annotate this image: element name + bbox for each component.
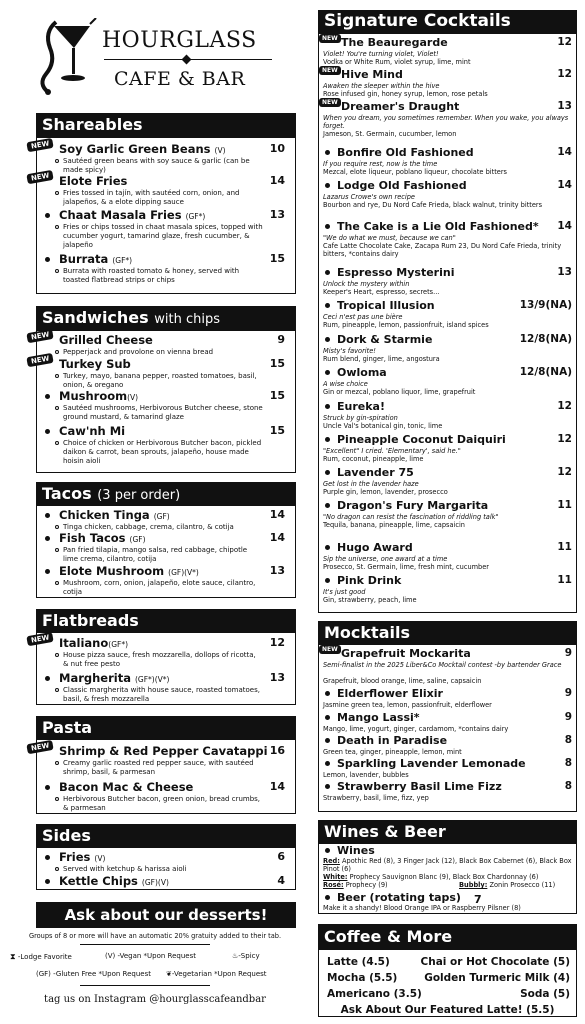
coffee-turmeric: Golden Turmeric Milk (4) bbox=[424, 972, 570, 984]
drink-tagline: Misty's favorite! bbox=[323, 347, 376, 355]
beer-price: 7 bbox=[474, 893, 482, 906]
item-description: Served with ketchup & harissa aioli bbox=[63, 865, 263, 874]
item-description: Pepperjack and provolone on vienna bread bbox=[63, 348, 263, 357]
section-header-wines-beer: Wines & Beer bbox=[318, 820, 577, 843]
drink-description: Rose infused gin, honey syrup, lemon, rose petals bbox=[323, 90, 488, 98]
bullet bbox=[45, 785, 50, 790]
bullet bbox=[45, 394, 50, 399]
item-price: 12 bbox=[269, 636, 285, 649]
shareables-section bbox=[30, 137, 296, 294]
wines-label: Wines bbox=[337, 844, 375, 857]
bullet bbox=[325, 691, 330, 696]
drink-name: Grapefruit Mockarita bbox=[341, 647, 471, 660]
bullet bbox=[325, 895, 330, 900]
drink-description: Grapefruit, blood orange, lime, saline, capsaicin bbox=[323, 677, 482, 685]
bullet bbox=[45, 855, 50, 860]
logo bbox=[28, 18, 298, 98]
item-name: Bacon Mac & Cheese bbox=[59, 780, 194, 794]
item-price: 15 bbox=[269, 389, 285, 402]
item-description: Turkey, mayo, banana pepper, roasted tomatoes, basil, onion, & oregano bbox=[63, 372, 263, 390]
bullet bbox=[325, 470, 330, 475]
wine-bubbly: Bubbly: Zonin Prosecco (11) bbox=[459, 881, 556, 889]
item-price: 6 bbox=[277, 850, 285, 863]
drink-name: Bonfire Old Fashioned bbox=[337, 146, 474, 159]
item-name: Elote Mushroom (GF)(V*) bbox=[59, 564, 199, 578]
bullet bbox=[45, 569, 50, 574]
drink-price: 13 bbox=[557, 100, 572, 112]
drink-description: Gin, strawberry, peach, lime bbox=[323, 596, 417, 604]
drink-name: Lodge Old Fashioned bbox=[337, 179, 467, 192]
bullet bbox=[325, 738, 330, 743]
drink-name: Pineapple Coconut Daiquiri bbox=[337, 433, 506, 446]
beer-description: Make it a shandy! Blood Orange IPA or Raspberry Pilsner (8) bbox=[323, 904, 521, 912]
drink-price: 14 bbox=[557, 146, 572, 158]
legend-vegetarian: ❦-Vegetarian *Upon Request bbox=[166, 970, 267, 978]
section-header-sides: Sides bbox=[36, 824, 296, 848]
drink-price: 14 bbox=[557, 179, 572, 191]
drink-name: Death in Paradise bbox=[337, 734, 448, 747]
item-price: 15 bbox=[269, 252, 285, 265]
drink-name: The Beauregarde bbox=[341, 36, 448, 49]
drink-name: Eureka! bbox=[337, 400, 385, 413]
bullet bbox=[325, 150, 330, 155]
item-name: Fish Tacos (GF) bbox=[59, 531, 146, 545]
bullet bbox=[325, 270, 330, 275]
item-description: Pan fried tilapia, mango salsa, red cabbage, chipotle lime crema, cilantro, cotija bbox=[63, 546, 263, 564]
instagram-tag: tag us on Instagram @hourglasscafeandbar bbox=[44, 994, 266, 1005]
item-price: 15 bbox=[269, 357, 285, 370]
bullet bbox=[325, 303, 330, 308]
coffee-americano: Americano (3.5) bbox=[327, 988, 422, 1000]
bullet bbox=[45, 676, 50, 681]
new-badge: NEW bbox=[26, 138, 54, 152]
drink-description: Gin or mezcal, poblano liquor, lime, grapefruit bbox=[323, 388, 476, 396]
drink-name: Hugo Award bbox=[337, 541, 413, 554]
drink-name: Pink Drink bbox=[337, 574, 402, 587]
drink-name: Mango Lassi* bbox=[337, 711, 420, 724]
item-price: 13 bbox=[269, 564, 285, 577]
item-name: Burrata (GF*) bbox=[59, 252, 133, 266]
bullet bbox=[325, 503, 330, 508]
drink-description: Jasmine green tea, lemon, passionfruit, elderflower bbox=[323, 701, 492, 709]
section-header-shareables: Shareables bbox=[36, 113, 296, 137]
item-price: 10 bbox=[269, 142, 285, 155]
drink-tagline: "No dragon can resist the fascination of riddling talk" bbox=[323, 513, 499, 521]
item-price: 9 bbox=[277, 333, 285, 346]
drink-description: Cafe Latte Chocolate Cake, Zacapa Rum 23, Du Nord Cafe Frieda, trinity bitters, *contains dairy bbox=[323, 242, 562, 258]
item-name: Italiano(GF*) bbox=[59, 636, 129, 650]
item-price: 14 bbox=[269, 531, 285, 544]
item-price: 15 bbox=[269, 424, 285, 437]
item-price: 13 bbox=[269, 208, 285, 221]
drink-price: 8 bbox=[564, 734, 572, 746]
tacos-section bbox=[36, 505, 296, 598]
drink-price: 11 bbox=[557, 541, 572, 553]
drink-description: Purple gin, lemon, lavender, prosecco bbox=[323, 488, 448, 496]
drink-name: Dragon's Fury Margarita bbox=[337, 499, 489, 512]
item-description: Creamy garlic roasted red pepper sauce, with sautéed shrimp, basil, & parmesan bbox=[63, 759, 263, 777]
item-description: Choice of chicken or Herbivorous Butcher bacon, pickled daikon & carrot, bean sprouts, jalapeño, house made hoisin aioli bbox=[63, 439, 263, 466]
item-description: Fries or chips tossed in chaat masala spices, topped with cucumber yogurt, tamarind glaze, fresh cucumber, & jalapeño bbox=[63, 223, 263, 250]
item-description: Burrata with roasted tomato & honey, served with toasted flatbread strips or chips bbox=[63, 267, 263, 285]
coffee-latte: Latte (4.5) bbox=[327, 956, 390, 968]
brand-title: HOURGLASS bbox=[102, 28, 257, 53]
item-description: House pizza sauce, fresh mozzarella, dollops of ricotta, & nut free pesto bbox=[63, 651, 263, 669]
legend-gluten-free: (GF) -Gluten Free *Upon Request bbox=[36, 970, 151, 978]
drink-tagline: Struck by gin-spiration bbox=[323, 414, 398, 422]
right-column bbox=[318, 0, 585, 1024]
drink-price: 12 bbox=[557, 400, 572, 412]
section-header-mocktails: Mocktails bbox=[318, 621, 577, 644]
drink-tagline: Get lost in the lavender haze bbox=[323, 480, 419, 488]
drink-tagline: Sip the universe, one award at a time bbox=[323, 555, 448, 563]
bullet bbox=[325, 784, 330, 789]
bullet bbox=[325, 848, 330, 853]
new-badge: NEW bbox=[319, 34, 341, 43]
drink-price: 12/8(NA) bbox=[519, 333, 572, 345]
drink-name: Dreamer's Draught bbox=[341, 100, 460, 113]
drink-price: 12 bbox=[557, 466, 572, 478]
drink-tagline: If you require rest, now is the time bbox=[323, 160, 438, 168]
item-name: Kettle Chips (GF)(V) bbox=[59, 874, 169, 888]
legend-lodge-favorite: ⧗ -Lodge Favorite bbox=[10, 952, 72, 961]
drink-tagline: It's just good bbox=[323, 588, 366, 596]
bullet bbox=[325, 715, 330, 720]
drink-description: Rum blend, ginger, lime, angostura bbox=[323, 355, 440, 363]
coffee-chai: Chai or Hot Chocolate (5) bbox=[420, 956, 570, 968]
coffee-soda: Soda (5) bbox=[520, 988, 570, 1000]
item-price: 4 bbox=[277, 874, 285, 887]
drink-tagline: Ceci n'est pas une bière bbox=[323, 313, 403, 321]
drink-tagline: Unlock the mystery within bbox=[323, 280, 410, 288]
new-badge: NEW bbox=[26, 353, 54, 367]
item-name: Chaat Masala Fries (GF*) bbox=[59, 208, 206, 222]
new-badge: NEW bbox=[319, 98, 341, 107]
drink-description: Prosecco, St. Germain, lime, fresh mint, cucumber bbox=[323, 563, 490, 571]
item-name: Grilled Cheese bbox=[59, 333, 153, 347]
item-description: Sautéed green beans with soy sauce & garlic (can be made spicy) bbox=[63, 157, 263, 175]
drink-price: 13 bbox=[557, 266, 572, 278]
coffee-mocha: Mocha (5.5) bbox=[327, 972, 398, 984]
item-name: Chicken Tinga (GF) bbox=[59, 508, 170, 522]
drink-description: Bourbon and rye, Du Nord Cafe Frieda, black walnut, trinity bitters bbox=[323, 201, 543, 209]
wine-rose: Rosé: Prophecy (9) bbox=[323, 881, 388, 889]
drink-name: The Cake is a Lie Old Fashioned* bbox=[337, 220, 539, 233]
drink-name: Strawberry Basil Lime Fizz bbox=[337, 780, 502, 793]
divider bbox=[80, 985, 210, 986]
item-name: Fries (V) bbox=[59, 850, 106, 864]
drink-description: Mango, lime, yogurt, ginger, cardamom, *contains dairy bbox=[323, 725, 509, 733]
legend-vegan: (V) -Vegan *Upon Request bbox=[105, 952, 196, 960]
bullet bbox=[325, 545, 330, 550]
item-name: Soy Garlic Green Beans (V) bbox=[59, 142, 226, 156]
item-name: Shrimp & Red Pepper Cavatappi bbox=[59, 744, 268, 758]
bullet bbox=[325, 370, 330, 375]
drink-name: Dork & Starmie bbox=[337, 333, 433, 346]
bullet bbox=[45, 213, 50, 218]
drink-tagline: "Excellent" I cried. 'Elementary', said he." bbox=[323, 447, 461, 455]
cocktails-section bbox=[318, 33, 577, 613]
new-badge: NEW bbox=[26, 740, 54, 754]
drink-description: Jameson, St. Germain, cucumber, lemon bbox=[323, 130, 457, 138]
section-header-coffee: Coffee & More bbox=[318, 924, 577, 949]
drink-description: Lemon, lavender, bubbles bbox=[323, 771, 409, 779]
drink-name: Sparkling Lavender Lemonade bbox=[337, 757, 526, 770]
drink-price: 9 bbox=[564, 647, 572, 659]
new-badge: NEW bbox=[319, 645, 341, 654]
new-badge: NEW bbox=[26, 329, 54, 343]
section-header-cocktails: Signature Cocktails bbox=[318, 10, 577, 33]
item-price: 14 bbox=[269, 174, 285, 187]
drink-price: 8 bbox=[564, 780, 572, 792]
item-name: Mushroom(V) bbox=[59, 389, 139, 403]
brand-subtitle: CAFE & BAR bbox=[114, 68, 246, 90]
bullet bbox=[45, 513, 50, 518]
drink-price: 8 bbox=[564, 757, 572, 769]
drink-price: 12/8(NA) bbox=[519, 366, 572, 378]
bullet bbox=[45, 536, 50, 541]
drink-tagline: A wise choice bbox=[323, 380, 368, 388]
section-header-sandwiches: Sandwiches with chips bbox=[36, 306, 296, 330]
wine-white: White: Prophecy Sauvignon Blanc (9), Black Box Chardonnay (6) bbox=[323, 873, 539, 881]
section-header-flatbreads: Flatbreads bbox=[36, 609, 296, 633]
item-name: Margherita (GF*)(V*) bbox=[59, 671, 170, 685]
drink-price: 9 bbox=[564, 711, 572, 723]
item-description: Classic margherita with house sauce, roasted tomatoes, basil, & fresh mozzarella bbox=[63, 686, 263, 704]
drink-description: Strawberry, basil, lime, fizz, yep bbox=[323, 794, 429, 802]
drink-description: Green tea, ginger, pineapple, lemon, mint bbox=[323, 748, 462, 756]
item-price: 16 bbox=[269, 744, 285, 757]
drink-price: 13/9(NA) bbox=[519, 299, 572, 311]
drink-name: Tropical Illusion bbox=[337, 299, 435, 312]
bullet bbox=[45, 257, 50, 262]
drink-price: 12 bbox=[557, 433, 572, 445]
drink-description: Vodka or White Rum, violet syrup, lime, mint bbox=[323, 58, 471, 66]
drink-description: Tequila, banana, pineapple, lime, capsaicin bbox=[323, 521, 465, 529]
bullet bbox=[325, 437, 330, 442]
item-description: Sautéed mushrooms, Herbivorous Butcher cheese, stone ground mustard, & tamarind glaze bbox=[63, 404, 263, 422]
drink-tagline: Violet! You're turning violet, Violet! bbox=[323, 50, 439, 58]
beer-label: Beer (rotating taps) bbox=[337, 891, 461, 904]
item-price: 14 bbox=[269, 508, 285, 521]
new-badge: NEW bbox=[26, 170, 54, 184]
drink-description: Rum, coconut, pineapple, lime bbox=[323, 455, 424, 463]
drink-price: 12 bbox=[557, 36, 572, 48]
new-badge: NEW bbox=[26, 632, 54, 646]
bullet bbox=[45, 429, 50, 434]
drink-tagline: When you dream, you sometimes remember. When you wake, you always forget. bbox=[323, 114, 569, 130]
flatbreads-section bbox=[30, 632, 296, 705]
drink-name: Espresso Mysterini bbox=[337, 266, 455, 279]
drink-tagline: Semi-finalist in the 2025 Liber&Co Mocktail contest -by bartender Grace bbox=[323, 661, 562, 669]
item-description: Herbivorous Butcher bacon, green onion, bread crumbs, & parmesan bbox=[63, 795, 263, 813]
leaf-icon: ❦ bbox=[166, 970, 172, 978]
sandwiches-section bbox=[30, 330, 296, 473]
bullet bbox=[325, 404, 330, 409]
gratuity-note: Groups of 8 or more will have an automatic 20% gratuity added to their tab. bbox=[28, 932, 282, 940]
bullet bbox=[325, 337, 330, 342]
item-name: Elote Fries bbox=[59, 174, 128, 188]
drink-price: 11 bbox=[557, 499, 572, 511]
drink-description: Uncle Val's botanical gin, tonic, lime bbox=[323, 422, 443, 430]
bullet bbox=[325, 183, 330, 188]
coffee-featured: Ask About Our Featured Latte! (5.5) bbox=[340, 1004, 555, 1016]
drink-tagline: Lazarus Crowe's own recipe bbox=[323, 193, 415, 201]
pepper-icon: ♨ bbox=[232, 952, 239, 960]
hourglass-cocktail-icon bbox=[36, 18, 98, 98]
item-description: Tinga chicken, cabbage, crema, cilantro, & cotija bbox=[63, 523, 263, 532]
wine-red: Red: Apothic Red (8), 3 Finger Jack (12), Black Box Cabernet (6), Black Box Pinot (6) bbox=[323, 857, 572, 873]
drink-name: Hive Mind bbox=[341, 68, 403, 81]
drink-name: Lavender 75 bbox=[337, 466, 414, 479]
drink-price: 14 bbox=[557, 220, 572, 232]
drink-name: Elderflower Elixir bbox=[337, 687, 443, 700]
drink-description: Keeper's Heart, espresso, secrets... bbox=[323, 288, 440, 296]
divider bbox=[80, 944, 210, 945]
diamond-ornament bbox=[182, 55, 192, 65]
bullet bbox=[325, 761, 330, 766]
item-price: 14 bbox=[269, 780, 285, 793]
wines-beer-section bbox=[318, 843, 577, 914]
section-header-pasta: Pasta bbox=[36, 716, 296, 740]
drink-name: Owloma bbox=[337, 366, 387, 379]
bullet bbox=[325, 224, 330, 229]
mocktails-section bbox=[318, 644, 577, 812]
drink-price: 9 bbox=[564, 687, 572, 699]
item-name: Caw'nh Mi bbox=[59, 424, 126, 438]
item-price: 13 bbox=[269, 671, 285, 684]
item-description: Fries tossed in tajín, with sautéed corn, onion, and jalapeños, & a elote dipping sauce bbox=[63, 189, 263, 207]
drink-price: 12 bbox=[557, 68, 572, 80]
legend-spicy: ♨-Spicy bbox=[232, 952, 260, 960]
item-name: Turkey Sub bbox=[59, 357, 131, 371]
bullet bbox=[45, 879, 50, 884]
item-description: Mushroom, corn, onion, jalapeño, elote sauce, cilantro, cotija bbox=[63, 579, 263, 597]
sides-section bbox=[36, 847, 296, 890]
new-badge: NEW bbox=[319, 66, 341, 75]
drink-tagline: Awaken the sleeper within the hive bbox=[323, 82, 440, 90]
section-header-tacos: Tacos (3 per order) bbox=[36, 482, 296, 506]
desserts-banner: Ask about our desserts! bbox=[36, 902, 296, 928]
bullet bbox=[325, 578, 330, 583]
pasta-section bbox=[30, 739, 296, 814]
coffee-section bbox=[318, 949, 577, 1017]
drink-tagline: "We do what we must, because we can" bbox=[323, 234, 456, 242]
drink-description: Rum, pineapple, lemon, passionfruit, island spices bbox=[323, 321, 489, 329]
hourglass-icon: ⧗ bbox=[10, 952, 16, 961]
drink-price: 11 bbox=[557, 574, 572, 586]
drink-description: Mezcal, elote liqueur, poblano liqueur, chocolate bitters bbox=[323, 168, 507, 176]
